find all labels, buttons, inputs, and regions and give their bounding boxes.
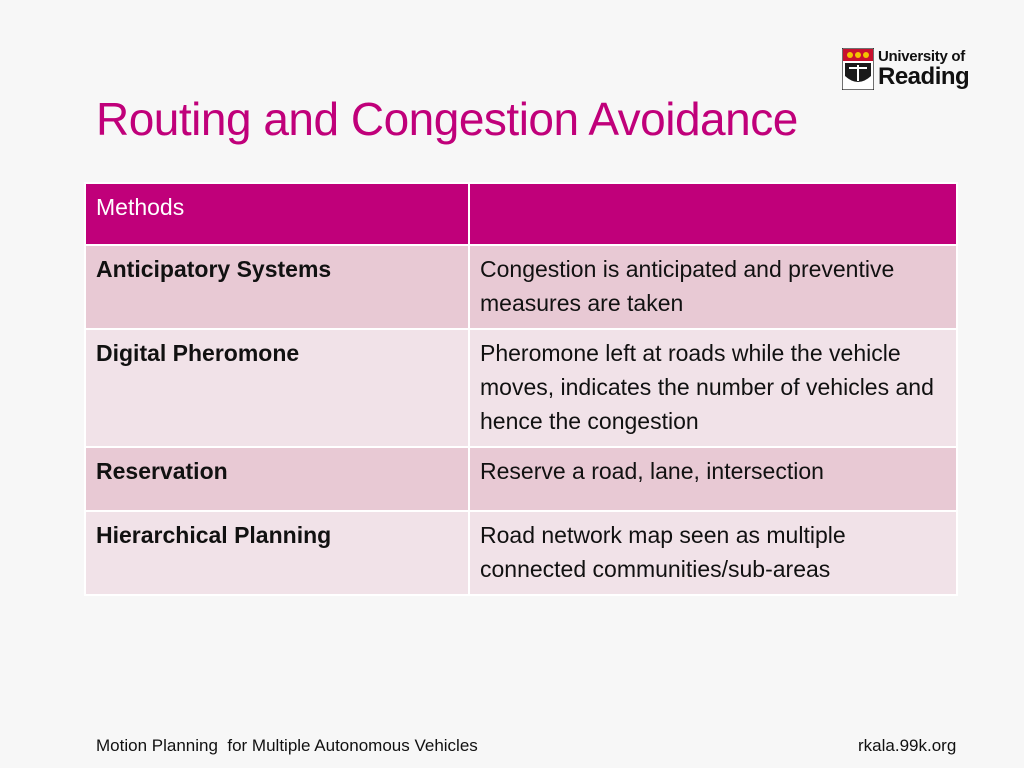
university-logo (842, 48, 969, 90)
table-header-description (469, 183, 957, 245)
method-name-cell: Reservation (85, 447, 469, 511)
method-description-cell: Reserve a road, lane, intersection (469, 447, 957, 511)
logo-text-line1: University of (878, 48, 965, 65)
university-crest-icon (842, 48, 874, 90)
footer-presentation-title: Motion Planning for Multiple Autonomous Vehicles (96, 736, 478, 755)
method-description-cell: Pheromone left at roads while the vehicle moves, indicates the number of vehicles and hence the congestion (469, 329, 957, 447)
logo-text-line2: Reading (878, 63, 970, 90)
table-header-row (85, 183, 957, 245)
method-name-cell: Hierarchical Planning (85, 511, 469, 595)
method-description-cell: Road network map seen as multiple connected communities/sub-areas (469, 511, 957, 595)
table-row (85, 511, 957, 595)
method-name-cell: Anticipatory Systems (85, 245, 469, 329)
footer-website: rkala.99k.org (858, 736, 957, 755)
method-name-cell: Digital Pheromone (85, 329, 469, 447)
table-header-methods: Methods (85, 183, 469, 245)
method-description-cell: Congestion is anticipated and preventive measures are taken (469, 245, 957, 329)
table-row (85, 245, 957, 329)
slide-title: Routing and Congestion Avoidance (96, 93, 798, 145)
table-row (85, 447, 957, 511)
methods-table (84, 182, 958, 596)
table-row (85, 329, 957, 447)
